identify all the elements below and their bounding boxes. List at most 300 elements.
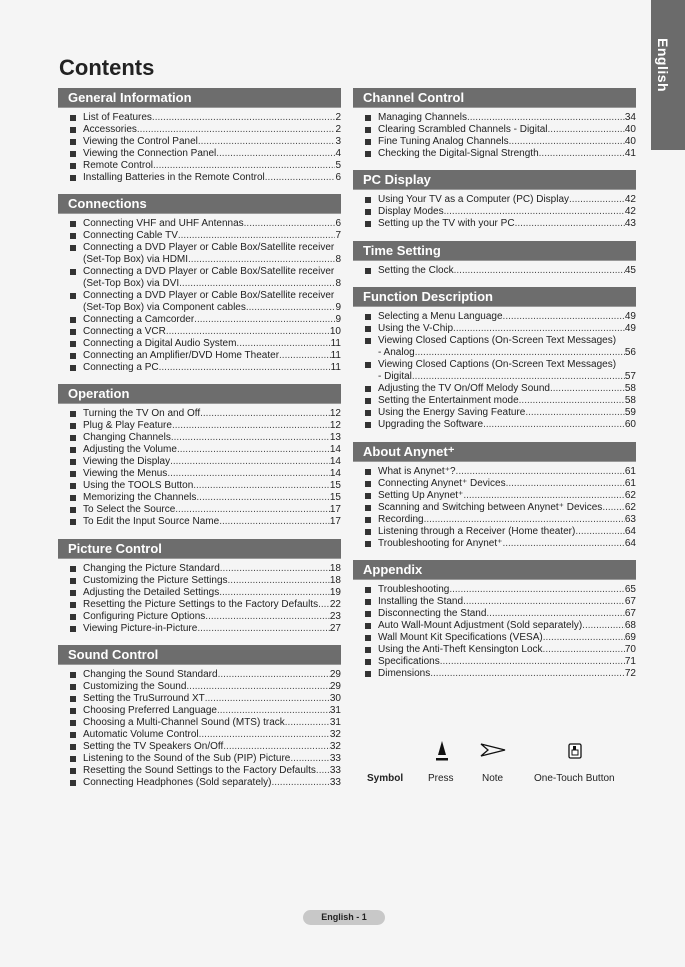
toc-entry[interactable] — [353, 632, 636, 644]
toc-entry[interactable] — [353, 478, 636, 490]
dot-leader — [271, 777, 329, 789]
bullet-icon — [365, 362, 371, 368]
dot-leader — [172, 420, 330, 432]
dot-leader — [167, 468, 330, 480]
dot-leader — [199, 729, 330, 741]
page-title: Contents — [59, 55, 155, 80]
dot-leader — [463, 490, 625, 502]
toc-entry[interactable] — [58, 338, 341, 350]
toc-entry-page: 68 — [624, 620, 636, 631]
press-label: Press — [428, 773, 454, 784]
toc-entry-page: 30 — [329, 693, 341, 704]
toc-entry-page: 32 — [329, 729, 341, 740]
toc-entry-title: Wall Mount Kit Specifications (VESA) — [378, 632, 543, 643]
toc-entry-page: 62 — [624, 502, 636, 513]
toc-entry-title: Managing Channels — [378, 112, 467, 123]
dot-leader — [178, 230, 336, 242]
toc-entry[interactable] — [353, 526, 636, 538]
toc-entry[interactable] — [58, 599, 341, 611]
toc-entry[interactable] — [353, 596, 636, 608]
dot-leader — [171, 432, 330, 444]
dot-leader — [170, 456, 330, 468]
toc-entry-title: Resetting the Picture Settings to the Factory Defaults — [83, 599, 319, 610]
toc-entry-title: Customizing the Sound — [83, 681, 187, 692]
toc-entry-page: 22 — [329, 599, 341, 610]
toc-entry[interactable] — [353, 620, 636, 632]
dot-leader — [196, 492, 329, 504]
toc-entry-page: 6 — [335, 218, 341, 229]
note-arrow-icon — [480, 743, 506, 760]
toc-entry-title: Listening to the Sound of the Sub (PIP) Picture — [83, 753, 291, 764]
toc-entry-page: 18 — [329, 563, 341, 574]
toc-entry-title: Adjusting the Volume — [83, 444, 177, 455]
bullet-icon — [365, 623, 371, 629]
dot-leader — [483, 419, 625, 431]
bullet-icon — [365, 517, 371, 523]
bullet-icon — [70, 720, 76, 726]
toc-entry-title: Memorizing the Channels — [83, 492, 197, 503]
bullet-icon — [70, 684, 76, 690]
section-connections — [58, 194, 341, 374]
toc-entry[interactable] — [353, 265, 636, 277]
bullet-icon — [70, 495, 76, 501]
toc-entry-page: 18 — [329, 575, 341, 586]
toc-entry-page: 7 — [335, 230, 341, 241]
toc-entry[interactable] — [58, 408, 341, 420]
dot-leader — [503, 311, 625, 323]
bullet-icon — [365, 151, 371, 157]
toc-entry[interactable] — [58, 777, 341, 789]
toc-entry[interactable] — [353, 112, 636, 124]
toc-entry[interactable] — [353, 148, 636, 160]
toc-entry-title: Display Modes — [378, 206, 444, 217]
toc-entry-title: Plug & Play Feature — [83, 420, 172, 431]
toc-entry[interactable] — [353, 323, 636, 335]
toc-entry-page: 10 — [329, 326, 341, 337]
bullet-icon — [365, 469, 371, 475]
toc-entry[interactable] — [58, 681, 341, 693]
language-tab — [651, 0, 685, 150]
toc-entry[interactable] — [58, 611, 341, 623]
toc-entry[interactable] — [58, 587, 341, 599]
toc-entry-title: - Digital — [378, 371, 412, 382]
toc-entry[interactable] — [58, 693, 341, 705]
toc-entry-page: 11 — [330, 338, 341, 349]
bullet-icon — [365, 505, 371, 511]
section-items — [58, 669, 341, 789]
bullet-icon — [70, 139, 76, 145]
dot-leader — [430, 668, 625, 680]
toc-entry-page: 67 — [624, 596, 636, 607]
toc-entry-title: List of Features — [83, 112, 152, 123]
toc-entry[interactable] — [353, 419, 636, 431]
dot-leader — [205, 693, 330, 705]
dot-leader — [279, 350, 331, 362]
bullet-icon — [365, 410, 371, 416]
bullet-icon — [70, 269, 76, 275]
section-heading: General Information — [58, 88, 341, 107]
toc-entry-title: Connecting Cable TV — [83, 230, 178, 241]
section-appendix — [353, 560, 636, 680]
toc-entry[interactable] — [58, 492, 341, 504]
bullet-icon — [365, 139, 371, 145]
section-heading: PC Display — [353, 170, 636, 189]
toc-entry-page: 57 — [624, 371, 636, 382]
language-tab-label: English — [655, 38, 671, 93]
toc-entry[interactable] — [58, 112, 341, 124]
dot-leader — [285, 717, 330, 729]
dot-leader — [159, 362, 331, 374]
toc-entry[interactable] — [353, 490, 636, 502]
section-pc-display — [353, 170, 636, 230]
toc-entry-page: 33 — [329, 765, 341, 776]
section-items — [353, 311, 636, 431]
toc-entry-title: Installing the Stand — [378, 596, 464, 607]
bullet-icon — [70, 341, 76, 347]
toc-entry[interactable] — [58, 729, 341, 741]
toc-entry-title: Listening through a Receiver (Home theater) — [378, 526, 576, 537]
toc-entry-page: 64 — [624, 538, 636, 549]
dot-leader — [246, 302, 336, 314]
bullet-icon — [70, 672, 76, 678]
toc-entry[interactable] — [353, 668, 636, 680]
toc-entry[interactable] — [58, 148, 341, 160]
toc-entry-title: Using the TOOLS Button — [83, 480, 194, 491]
dot-leader — [486, 608, 624, 620]
dot-leader — [166, 326, 330, 338]
dot-leader — [137, 124, 336, 136]
section-sound-control — [58, 645, 341, 789]
toc-entry-title: Specifications — [378, 656, 440, 667]
toc-entry-page: 41 — [624, 148, 636, 159]
toc-entry[interactable] — [353, 335, 636, 359]
toc-entry-page: 60 — [624, 419, 636, 430]
toc-entry[interactable] — [353, 656, 636, 668]
dot-leader — [318, 599, 330, 611]
toc-entry[interactable] — [353, 608, 636, 620]
section-heading: Operation — [58, 384, 341, 403]
toc-entry-title: Upgrading the Software — [378, 419, 484, 430]
toc-entry-page: 71 — [624, 656, 636, 667]
toc-entry-title: Connecting a DVD Player or Cable Box/Satellite receiver — [83, 266, 335, 277]
section-about-anynet — [353, 442, 636, 550]
toc-entry-title: Changing Channels — [83, 432, 171, 443]
toc-entry[interactable] — [58, 362, 341, 374]
bullet-icon — [70, 317, 76, 323]
toc-entry[interactable] — [58, 290, 341, 314]
toc-entry-page: 59 — [624, 407, 636, 418]
toc-entry-page: 61 — [624, 478, 636, 489]
toc-entry[interactable] — [58, 456, 341, 468]
toc-entry[interactable] — [353, 466, 636, 478]
toc-entry-page: 17 — [329, 516, 341, 527]
toc-entry[interactable] — [58, 468, 341, 480]
toc-entry[interactable] — [58, 444, 341, 456]
toc-entry-title: Changing the Picture Standard — [83, 563, 220, 574]
toc-entry-page: 65 — [624, 584, 636, 595]
toc-entry-title: (Set-Top Box) via DVI — [83, 278, 180, 289]
toc-entry-title: Viewing the Display — [83, 456, 171, 467]
toc-entry[interactable] — [58, 160, 341, 172]
toc-entry[interactable] — [58, 350, 341, 362]
dot-leader — [454, 265, 625, 277]
section-items — [353, 194, 636, 230]
toc-entry-title: Viewing Picture-in-Picture — [83, 623, 198, 634]
toc-entry-page: 42 — [624, 194, 636, 205]
toc-entry[interactable] — [58, 563, 341, 575]
bullet-icon — [70, 151, 76, 157]
bullet-icon — [365, 127, 371, 133]
toc-entry[interactable] — [58, 717, 341, 729]
toc-entry[interactable] — [58, 504, 341, 516]
bullet-icon — [365, 398, 371, 404]
dot-leader — [152, 112, 336, 124]
toc-entry[interactable] — [353, 383, 636, 395]
toc-entry-page: 62 — [624, 490, 636, 501]
toc-entry-page: 40 — [624, 136, 636, 147]
bullet-icon — [70, 365, 76, 371]
bullet-icon — [70, 696, 76, 702]
dot-leader — [316, 765, 330, 777]
bullet-icon — [70, 459, 76, 465]
toc-entry-page: 11 — [330, 350, 341, 361]
toc-entry[interactable] — [353, 502, 636, 514]
toc-entry[interactable] — [58, 420, 341, 432]
page-number: English - 1 — [303, 910, 385, 925]
bullet-icon — [70, 175, 76, 181]
bullet-icon — [365, 326, 371, 332]
toc-entry-page: 14 — [329, 468, 341, 479]
toc-entry-title: Auto Wall-Mount Adjustment (Sold separately) — [378, 620, 583, 631]
toc-entry-page: 29 — [329, 669, 341, 680]
press-icon — [435, 740, 449, 765]
toc-entry-title: Setting up the TV with your PC — [378, 218, 515, 229]
dot-leader — [205, 611, 330, 623]
toc-entry[interactable] — [58, 230, 341, 242]
toc-entry-title: Adjusting the Detailed Settings — [83, 587, 220, 598]
section-heading: Function Description — [353, 287, 636, 306]
toc-entry-title: Using the V-Chip — [378, 323, 454, 334]
section-items — [353, 112, 636, 160]
toc-entry[interactable] — [353, 538, 636, 550]
section-heading: Picture Control — [58, 539, 341, 558]
toc-entry-title: To Select the Source — [83, 504, 176, 515]
toc-entry[interactable] — [353, 311, 636, 323]
toc-entry-title: Connecting a DVD Player or Cable Box/Satellite receiver — [83, 290, 335, 301]
toc-entry[interactable] — [353, 124, 636, 136]
section-items — [353, 466, 636, 550]
toc-entry[interactable] — [58, 136, 341, 148]
toc-entry[interactable] — [58, 705, 341, 717]
dot-leader — [219, 587, 330, 599]
toc-entry-title: Using the Energy Saving Feature — [378, 407, 526, 418]
toc-entry[interactable] — [58, 266, 341, 290]
toc-entry[interactable] — [58, 669, 341, 681]
toc-entry-page: 34 — [624, 112, 636, 123]
toc-entry[interactable] — [58, 516, 341, 528]
bullet-icon — [365, 529, 371, 535]
toc-entry[interactable] — [58, 124, 341, 136]
section-function-description — [353, 287, 636, 431]
toc-entry[interactable] — [353, 644, 636, 656]
toc-entry-title: Setting the TV Speakers On/Off — [83, 741, 224, 752]
section-heading: Sound Control — [58, 645, 341, 664]
bullet-icon — [70, 233, 76, 239]
bullet-icon — [70, 293, 76, 299]
toc-entry[interactable] — [58, 741, 341, 753]
dot-leader — [412, 371, 625, 383]
toc-entry-title: (Set-Top Box) via HDMI — [83, 254, 189, 265]
dot-leader — [543, 644, 625, 656]
toc-entry-title: Customizing the Picture Settings — [83, 575, 228, 586]
one-touch-button-label: One-Touch Button — [534, 773, 615, 784]
toc-entry-page: 12 — [329, 408, 341, 419]
toc-entry[interactable] — [353, 218, 636, 230]
dot-leader — [550, 383, 625, 395]
bullet-icon — [365, 268, 371, 274]
toc-entry-page: 15 — [329, 492, 341, 503]
toc-entry[interactable] — [353, 395, 636, 407]
dot-leader — [449, 584, 625, 596]
toc-entry[interactable] — [58, 242, 341, 266]
bullet-icon — [365, 209, 371, 215]
bullet-icon — [365, 221, 371, 227]
bullet-icon — [70, 447, 76, 453]
toc-entry[interactable] — [58, 753, 341, 765]
toc-entry-title: Connecting a VCR — [83, 326, 166, 337]
toc-entry-title: Turning the TV On and Off — [83, 408, 201, 419]
dot-leader — [219, 516, 330, 528]
dot-leader — [193, 480, 330, 492]
toc-entry-page: 13 — [329, 432, 341, 443]
toc-entry-page: 6 — [335, 172, 341, 183]
bullet-icon — [365, 314, 371, 320]
bullet-icon — [70, 614, 76, 620]
toc-entry-page: 9 — [335, 302, 341, 313]
toc-entry[interactable] — [58, 218, 341, 230]
dot-leader — [177, 444, 330, 456]
toc-entry-page: 33 — [329, 753, 341, 764]
dot-leader — [228, 575, 330, 587]
section-general-information — [58, 88, 341, 184]
toc-entry-title: Choosing Preferred Language — [83, 705, 217, 716]
toc-entry-title: Viewing the Control Panel — [83, 136, 198, 147]
bullet-icon — [365, 587, 371, 593]
dot-leader — [265, 172, 336, 184]
toc-entry[interactable] — [58, 172, 341, 184]
dot-leader — [539, 148, 625, 160]
toc-entry-page: 40 — [624, 124, 636, 135]
toc-entry-title: Viewing the Connection Panel — [83, 148, 217, 159]
toc-entry-title: Connecting a DVD Player or Cable Box/Satellite receiver — [83, 242, 335, 253]
toc-entry-page: 67 — [624, 608, 636, 619]
bullet-icon — [70, 756, 76, 762]
toc-entry-page: 72 — [624, 668, 636, 679]
toc-entry-title: Fine Tuning Analog Channels — [378, 136, 509, 147]
bullet-icon — [70, 115, 76, 121]
toc-entry-page: 56 — [624, 347, 636, 358]
toc-entry-title: Selecting a Menu Language — [378, 311, 503, 322]
toc-entry-page: 14 — [329, 456, 341, 467]
dot-leader — [200, 408, 330, 420]
toc-entry-title: Connecting a Camcorder — [83, 314, 195, 325]
toc-entry[interactable] — [353, 194, 636, 206]
one-touch-button-icon — [568, 743, 582, 762]
toc-entry[interactable] — [58, 314, 341, 326]
section-channel-control — [353, 88, 636, 160]
section-items — [353, 265, 636, 277]
toc-entry[interactable] — [58, 623, 341, 635]
dot-leader — [223, 741, 330, 753]
bullet-icon — [70, 590, 76, 596]
toc-entry-page: 11 — [330, 362, 341, 373]
toc-entry[interactable] — [353, 584, 636, 596]
bullet-icon — [70, 163, 76, 169]
bullet-icon — [70, 578, 76, 584]
toc-entry-page: 3 — [335, 136, 341, 147]
bullet-icon — [70, 519, 76, 525]
toc-entry-title: What is Anynet⁺? — [378, 466, 456, 477]
symbol-legend — [367, 740, 627, 790]
toc-entry-page: 32 — [329, 741, 341, 752]
symbol-legend-title: Symbol — [367, 773, 404, 784]
section-items — [58, 112, 341, 184]
toc-entry[interactable] — [58, 765, 341, 777]
toc-entry-title: Viewing Closed Captions (On-Screen Text Messages) — [378, 359, 617, 370]
toc-entry-title: Setting the TruSurround XT — [83, 693, 205, 704]
note-label: Note — [482, 773, 504, 784]
toc-entry-title: Choosing a Multi-Channel Sound (MTS) track — [83, 717, 285, 728]
toc-entry[interactable] — [58, 326, 341, 338]
toc-entry-page: 31 — [329, 705, 341, 716]
toc-entry-title: Connecting VHF and UHF Antennas — [83, 218, 244, 229]
toc-entry-title: Setting Up Anynet⁺ — [378, 490, 464, 501]
toc-entry-page: 42 — [624, 206, 636, 217]
toc-entry-page: 23 — [329, 611, 341, 622]
toc-entry-page: 49 — [624, 323, 636, 334]
dot-leader — [509, 136, 625, 148]
dot-leader — [453, 323, 625, 335]
dot-leader — [179, 278, 335, 290]
bullet-icon — [365, 599, 371, 605]
section-picture-control — [58, 539, 341, 635]
toc-entry-title: Clearing Scrambled Channels - Digital — [378, 124, 548, 135]
dot-leader — [194, 314, 335, 326]
toc-entry[interactable] — [353, 514, 636, 526]
toc-entry[interactable] — [58, 432, 341, 444]
toc-entry-title: Dimensions — [378, 668, 431, 679]
toc-entry-page: 31 — [329, 717, 341, 728]
toc-entry-page: 8 — [335, 278, 341, 289]
toc-entry-title: Connecting an Amplifier/DVD Home Theater — [83, 350, 280, 361]
section-operation — [58, 384, 341, 528]
toc-entry-page: 43 — [624, 218, 636, 229]
toc-entry[interactable] — [58, 575, 341, 587]
toc-entry[interactable] — [353, 359, 636, 383]
toc-entry-page: 2 — [335, 112, 341, 123]
bullet-icon — [365, 197, 371, 203]
bullet-icon — [70, 245, 76, 251]
toc-entry[interactable] — [58, 480, 341, 492]
toc-entry-title: Checking the Digital-Signal Strength — [378, 148, 539, 159]
toc-entry[interactable] — [353, 136, 636, 148]
toc-entry-title: Changing the Sound Standard — [83, 669, 218, 680]
dot-leader — [198, 136, 336, 148]
toc-entry[interactable] — [353, 206, 636, 218]
bullet-icon — [365, 115, 371, 121]
toc-entry[interactable] — [353, 407, 636, 419]
section-heading: About Anynet⁺ — [353, 442, 636, 461]
